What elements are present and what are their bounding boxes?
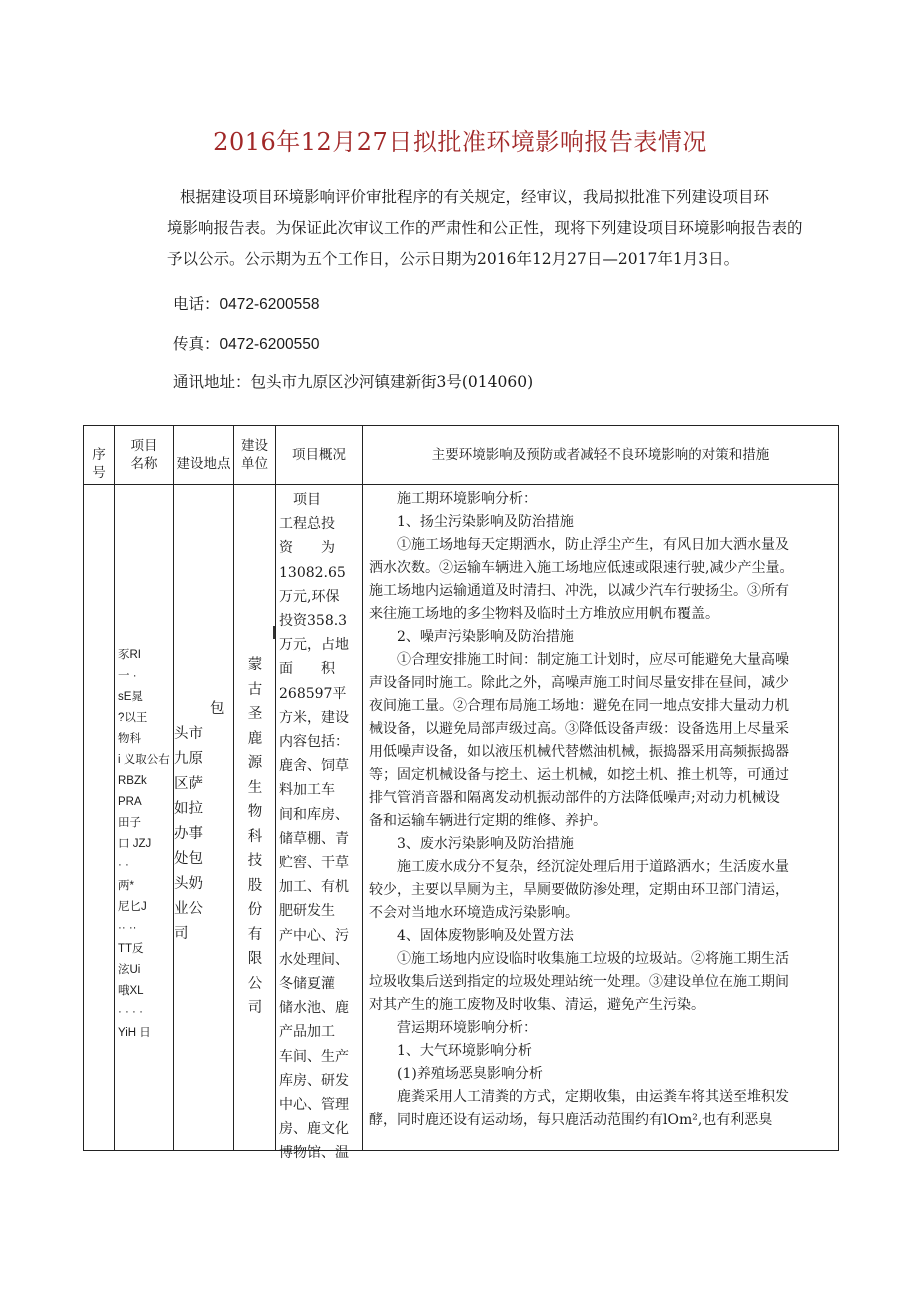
measures-line: (1)养殖场恶臭影响分析 [397,1066,543,1082]
measures-line: 械设备，以避免局部声级过高。③降低设备声级：设备选用上尽量采 [369,721,789,737]
project-name-line: YiH 日 [118,1027,151,1039]
project-name-line: RBZk [118,775,147,787]
unit-line: 鹿 [247,730,263,747]
measures-line: 等；固定机械设备与挖土、运土机械，如挖土机、推土机等，可通过 [369,767,789,783]
overview-line: 车间、生产 [279,1048,349,1065]
overview-line: 贮窖、干草 [279,855,349,872]
measures-line: 营运期环境影响分析： [397,1020,537,1036]
header-measures: 主要环境影响及预防或者减轻不良环境影响的对策和措施 [363,426,839,485]
measures-line: 鹿粪采用人工清粪的方式，定期收集，由运粪车将其送至堆积发 [397,1089,789,1105]
overview-line: 268597平 [279,685,347,702]
overview-line: 冬储夏灌 [279,976,335,993]
overview-line: 加工、有机 [279,879,349,896]
measures-line: 较少，主要以旱厕为主，旱厕要做防渗处理，定期由环卫部门清运， [369,882,789,898]
unit-line: 圣 [247,706,263,722]
project-name-line: 物科 [118,733,141,745]
overview-line: 储水池、鹿 [279,1000,349,1017]
cell-overview [276,485,363,1162]
project-name-line: TT反 [118,943,144,955]
location-line: 包 [210,701,225,717]
unit-line: 司 [247,1000,263,1016]
measures-line: 备和运输车辆进行定期的维修、养护。 [369,813,607,829]
scan-mark [273,626,275,639]
overview-line: 库房、研发 [279,1072,349,1089]
location-line: 头奶 [174,876,203,892]
cell-seq [84,485,115,1151]
overview-line: 房、鹿文化 [279,1121,349,1138]
project-name-line: i 义取公右 [118,754,170,766]
overview-line: 产中心、污 [279,927,349,944]
address-line [173,370,533,392]
cell-measures [363,485,839,1151]
cell-unit [234,485,276,1151]
overview-line: 资 为 [279,540,335,557]
location-line: 业公 [174,901,203,917]
project-name-text [115,645,176,1044]
unit-line: 有 [247,926,263,943]
location-line: 办事 [174,826,203,842]
intro-paragraph [167,182,835,275]
measures-line: 夜间施工量。②合理布局施工场地：避免在同一地点安排大量动力机 [369,698,789,714]
measures-line: 施工期环境影响分析： [397,491,537,507]
unit-line: 源 [247,755,263,771]
measures-line: 排气管消音器和隔离发动机振动部件的方法降低噪声;对动力机械设 [369,790,780,806]
measures-line: 酵，同时鹿还设有运动场，每只鹿活动范围约有lOm²,也有利恶臭 [369,1112,773,1128]
overview-line: 肥研发生 [279,903,335,920]
unit-line: 技 [247,853,263,869]
project-name-line: ·· ·· [118,922,137,934]
project-name-line: 田子 [118,817,141,829]
project-name-line: ?以王 [118,712,148,724]
fax-line [173,332,320,354]
measures-line: 3、废水污染影响及防治措施 [397,836,574,852]
measures-line: ①合理安排施工时间：制定施工计划时，应尽可能避免大量高噪 [397,652,789,668]
address-label: 通讯地址： [173,373,251,391]
measures-line: 施工场地内运输通道及时清扫、冲洗，以减少汽车行驶扬尘。③所有 [369,583,789,599]
overview-line: 中心、管理 [279,1097,349,1114]
overview-line: 项目 [279,492,321,508]
location-line: 区萨 [174,776,203,792]
overview-line: 工程总投 [279,516,335,533]
project-name-line: 口 JZJ [118,838,152,850]
project-name-line: 一 · [118,670,137,682]
measures-line: 1、大气环境影响分析 [397,1043,532,1059]
intro-line-3: 予以公示。公示期为五个工作日，公示日期为2016年12月27日—2017年1月3日。 [167,250,740,268]
header-location: 建设地点 [174,426,234,485]
measures-line: 用低噪声设备，如以液压机械代替燃油机械，振捣器采用高频振捣器 [369,744,789,760]
measures-line: ①施工场地每天定期洒水，防止浮尘产生，有风日加大洒水量及 [397,537,789,553]
fax-label: 传真： [173,335,220,353]
location-line: 处包 [174,851,203,867]
location-line: 九原 [174,751,203,767]
measures-line: 来往施工场地的多尘物料及临时土方堆放应用帆布覆盖。 [369,606,719,622]
location-line: 头市 [174,726,203,742]
measures-line: 声设备同时施工。除此之外，高噪声施工时间尽量安排在昼间，减少 [369,675,789,691]
project-name-line: · · [118,859,129,871]
project-name-line: 两* [118,880,134,892]
location-line: 司 [174,926,189,942]
unit-line: 生 [247,779,263,796]
overview-line: 博物馆、温 [279,1145,349,1162]
unit-line: 物 [247,804,263,820]
project-name-line: sE晁 [118,691,143,703]
measures-line: 洒水次数。②运输车辆进入施工场地应低速或限速行驶,减少产尘量。 [369,560,794,576]
header-name: 项目 名称 [115,426,174,485]
overview-line: 水处理间、 [279,951,349,968]
measures-line: 对其产生的施工废物及时收集、清运，避免产生污染。 [369,997,705,1013]
intro-line-2: 境影响报告表。为保证此次审议工作的严肃性和公正性，现将下列建设项目环境影响报告表的 [167,219,803,237]
table-row [84,485,839,1151]
fax-number: 0472-6200550 [219,336,320,353]
unit-text [234,653,276,1021]
unit-line: 限 [247,951,263,967]
measures-text [363,488,843,1132]
overview-line: 投资358.3 [279,613,348,630]
project-name-line: PRA [118,796,142,808]
page-title: 2016年12月27日拟批准环境影响报告表情况 [213,128,707,156]
project-table [83,425,839,1162]
overview-line: 料加工车 [279,782,335,799]
address-value: 包头市九原区沙河镇建新街3号(014060) [250,373,534,391]
unit-line: 股 [247,877,263,894]
overview-line: 间和库房、 [279,806,349,823]
table-header-row [84,426,839,485]
measures-line: 垃圾收集后送到指定的垃圾处理站统一处理。③建设单位在施工期间 [369,974,789,990]
measures-line: 不会对当地水环境造成污染影响。 [369,905,579,921]
project-name-line: 泫Ui [118,964,141,976]
overview-line: 方米，建设 [279,709,349,726]
location-text [174,697,234,947]
project-name-line: 哦XL [118,985,144,997]
project-name-line: 豕RI [118,649,141,661]
overview-line: 产品加工 [279,1024,335,1041]
overview-line: 万元，占地 [279,637,349,654]
unit-line: 份 [247,902,263,918]
header-overview: 项目概况 [276,426,363,485]
measures-line: 2、噪声污染影响及防治措施 [397,629,574,645]
intro-line-1: 根据建设项目环境影响评价审批程序的有关规定，经审议，我局拟批准下列建设项目环 [180,188,770,206]
location-line: 如拉 [174,801,203,817]
header-seq: 序号 [84,426,115,485]
overview-line: 储草棚、青 [279,830,349,847]
unit-line: 公 [247,975,263,992]
overview-text [276,488,365,1166]
overview-line: 万元,环保 [279,588,340,605]
measures-line: 4、固体废物影响及处置方法 [397,928,574,944]
measures-line: 1、扬尘污染影响及防治措施 [397,514,574,530]
cell-name [115,485,174,1151]
overview-line: 面 积 [279,661,335,678]
phone-label: 电话： [173,295,220,313]
phone-number: 0472-6200558 [219,296,320,313]
overview-line: 内容包括： [279,734,349,751]
unit-line: 蒙 [247,657,263,673]
cell-location [174,485,234,1151]
measures-line: ①施工场地内应设临时收集施工垃圾的垃圾站。②将施工期生活 [397,951,789,967]
phone-line [173,292,320,314]
header-unit: 建设 单位 [234,426,276,485]
measures-line: 施工废水成分不复杂，经沉淀处理后用于道路洒水；生活废水量 [397,859,789,875]
overview-line: 13082.65 [279,564,346,581]
overview-line: 鹿舍、饲草 [279,758,349,775]
unit-line: 古 [247,681,263,698]
unit-line: 科 [247,828,263,845]
project-name-line: 尼匕J [118,901,147,913]
project-name-line: · · · · [118,1006,143,1018]
